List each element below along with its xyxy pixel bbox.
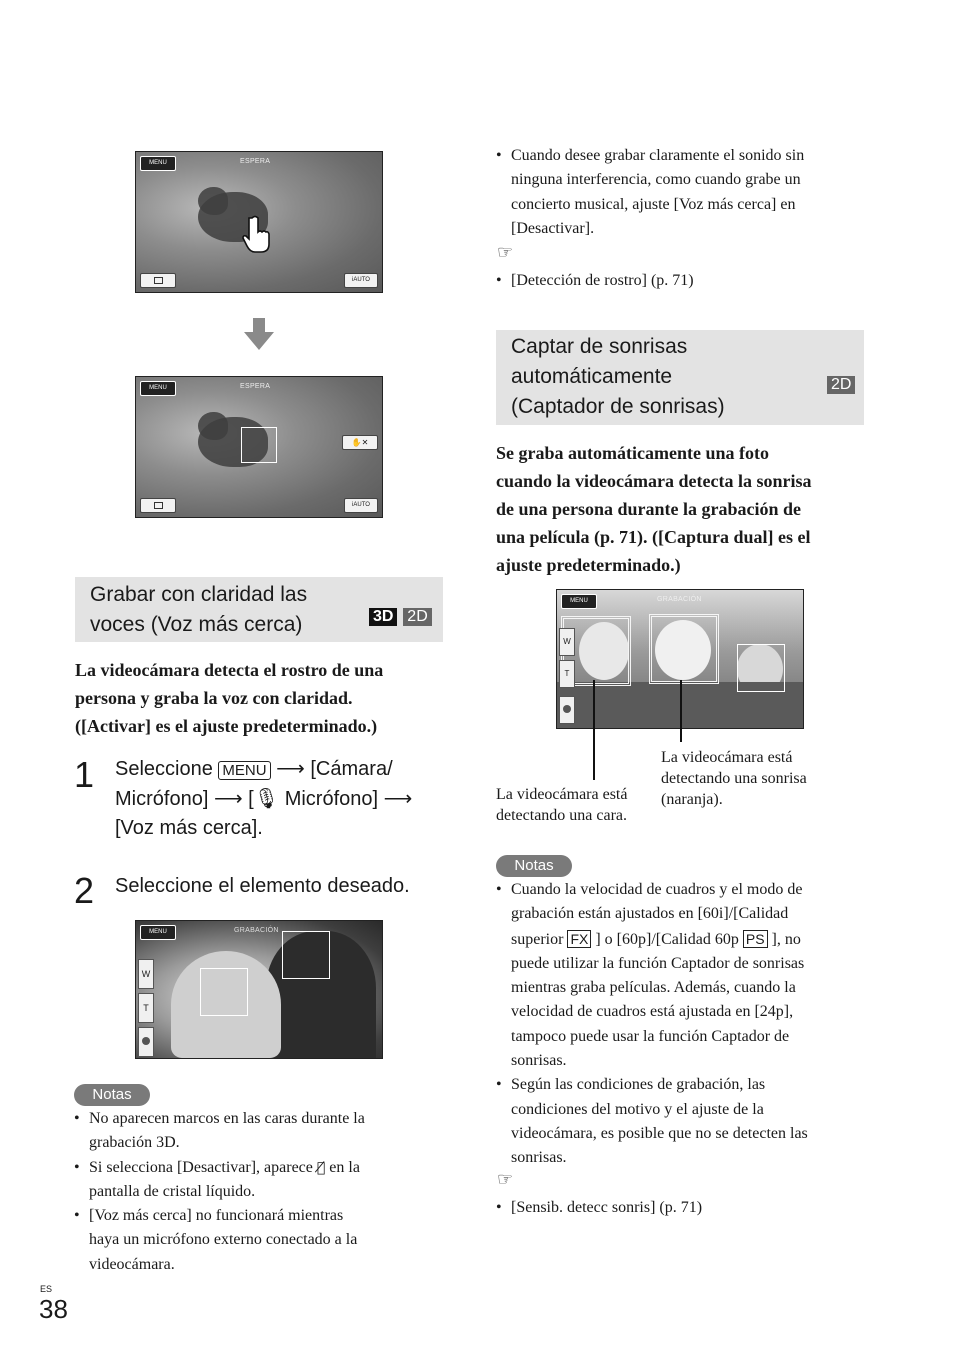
bullet-line: concierto musical, ajuste [Voz más cerca] en xyxy=(511,195,796,213)
page-number: 38 xyxy=(39,1294,68,1324)
notes-list xyxy=(74,1107,454,1277)
note-line: pantalla de cristal líquido. xyxy=(89,1182,256,1200)
list-item xyxy=(496,1073,866,1170)
bullet-line: • Cuando desee grabar claramente el sonido sin xyxy=(511,147,805,164)
top-bullet-list xyxy=(496,144,866,241)
reference-link[interactable]: [Sensib. detecc sonris] (p. 71) xyxy=(511,1199,703,1216)
reference-hand-icon: ☞ xyxy=(497,1169,514,1190)
intro-line: cuando la videocámara detecta la sonrisa xyxy=(496,471,812,491)
playback-button[interactable] xyxy=(140,498,176,513)
list-item[interactable] xyxy=(496,269,866,293)
step-1-number: 1 xyxy=(74,754,95,795)
face-detection-frame xyxy=(241,427,277,463)
badge-3d: 3D xyxy=(369,608,397,626)
list-item xyxy=(74,1156,454,1205)
status-text: GRABACIÓN xyxy=(657,596,702,603)
intro-paragraph xyxy=(496,439,866,579)
section-title xyxy=(90,580,307,640)
face-detection-frame xyxy=(200,968,248,1016)
section-title-line1: Captar de sonrisas xyxy=(511,335,688,358)
list-item xyxy=(496,878,866,1073)
menu-button[interactable]: MENU xyxy=(140,925,176,940)
note-line: ] o [60p]/[Calidad 60p xyxy=(595,930,739,948)
section-title-line2: automáticamente xyxy=(511,365,673,388)
callout-line: detectando una sonrisa xyxy=(661,770,807,787)
record-button[interactable] xyxy=(138,1027,154,1057)
touch-hand-icon xyxy=(240,214,272,254)
cat-head xyxy=(198,412,228,440)
step-text-part: Micrófono] xyxy=(284,788,379,810)
menu-key-icon: MENU xyxy=(218,761,270,780)
intro-line: Se graba automáticamente una foto xyxy=(496,443,769,463)
list-item xyxy=(496,144,866,241)
language-code: ES xyxy=(40,1284,53,1294)
intelligent-auto-button[interactable]: iAUTO xyxy=(344,273,378,288)
smile-detection-frame xyxy=(649,614,719,684)
section-title xyxy=(511,332,725,422)
fx-quality-icon: FX xyxy=(567,930,591,948)
note-line: velocidad de cuadros está ajustada en [24p], xyxy=(511,1003,794,1021)
zoom-wide-button[interactable]: W xyxy=(559,628,575,656)
record-dot-icon xyxy=(563,705,571,713)
cat-head xyxy=(198,187,228,215)
zoom-tele-button[interactable]: T xyxy=(559,660,575,688)
notes-label: Notas xyxy=(496,855,572,877)
section-title-line3: (Captador de sonrisas) xyxy=(511,395,725,418)
status-text: ESPERA xyxy=(240,383,271,390)
badge-2d: 2D xyxy=(403,608,431,626)
zoom-wide-button[interactable]: W xyxy=(138,959,154,989)
camera-screen-before xyxy=(135,151,383,293)
camera-screen-recording xyxy=(135,920,383,1059)
step-text-part: Micrófono] xyxy=(115,788,209,810)
note-line: haya un micrófono externo conectado a la xyxy=(89,1231,358,1249)
note-line: puede utilizar la función Captador de sonrisas xyxy=(511,954,805,972)
reference-list xyxy=(496,269,866,293)
intro-line: ajuste predeterminado.) xyxy=(496,555,681,575)
note-line: condiciones del motivo y el ajuste de la xyxy=(511,1100,764,1118)
arrow-right-icon: ⟶ xyxy=(276,758,305,780)
section-title-line2: voces (Voz más cerca) xyxy=(90,613,303,636)
callout-line: La videocámara está xyxy=(661,749,793,766)
note-line: • [Voz más cerca] no funcionará mientras xyxy=(89,1207,344,1225)
note-line: tampoco puede usar la función Captador de xyxy=(511,1027,790,1045)
intro-line: ([Activar] es el ajuste predeterminado.) xyxy=(75,716,378,736)
note-line: videocámara. xyxy=(89,1255,175,1273)
intro-paragraph xyxy=(75,656,445,740)
step-text-part: [ xyxy=(248,788,254,810)
cancel-touch-button[interactable]: ✋✕ xyxy=(342,435,378,450)
section-header-voice xyxy=(75,577,443,642)
menu-button[interactable]: MENU xyxy=(140,156,176,171)
mode-badges xyxy=(827,368,855,398)
note-line: sonrisas. xyxy=(511,1052,567,1070)
bullet-line: [Desactivar]. xyxy=(511,219,595,237)
note-line: • Cuando la velocidad de cuadros y el modo de xyxy=(511,881,803,898)
callout-face xyxy=(496,784,627,826)
callout-line-face xyxy=(593,680,595,780)
note-line: videocámara, es posible que no se detecten las xyxy=(511,1124,808,1142)
status-text: ESPERA xyxy=(240,158,271,165)
arrow-right-icon: ⟶ xyxy=(213,788,243,810)
section-title-line1: Grabar con claridad las xyxy=(90,583,308,606)
arrow-right-icon: ⟶ xyxy=(383,788,413,810)
reference-list xyxy=(496,1196,866,1220)
callout-smile xyxy=(661,747,807,810)
record-button[interactable] xyxy=(559,696,575,724)
note-line: ], no xyxy=(771,930,801,948)
face-detection-frame xyxy=(737,644,785,692)
face-detection-frame xyxy=(282,931,330,979)
reference-hand-icon: ☞ xyxy=(497,242,514,263)
note-line: en la xyxy=(329,1158,360,1176)
callout-line-smile xyxy=(680,680,682,742)
note-line: superior xyxy=(511,930,564,948)
microphone-icon: 🎙 xyxy=(253,786,280,810)
list-item xyxy=(74,1204,454,1277)
callout-line: (naranja). xyxy=(661,791,723,808)
step-1-text xyxy=(115,755,450,843)
intro-line: de una persona durante la grabación de xyxy=(496,499,802,519)
mode-badges xyxy=(369,600,432,630)
zoom-tele-button[interactable]: T xyxy=(138,993,154,1023)
list-item xyxy=(74,1107,454,1156)
step-2-number: 2 xyxy=(74,870,95,911)
badge-2d: 2D xyxy=(827,376,855,394)
status-text: GRABACIÓN xyxy=(234,927,279,934)
note-line: grabación 3D. xyxy=(89,1134,180,1152)
note-line: mientras graba películas. Además, cuando la xyxy=(511,979,796,997)
record-dot-icon xyxy=(142,1037,150,1045)
voice-off-icon: 🎙̸ xyxy=(316,1159,326,1176)
bullet-line: ninguna interferencia, como cuando grabe un xyxy=(511,171,801,189)
camera-screen-after xyxy=(135,376,383,518)
down-arrow-icon xyxy=(244,318,274,350)
note-line: grabación están ajustados en [60i]/[Calidad xyxy=(511,905,789,923)
callout-line: La videocámara está xyxy=(496,786,628,803)
playback-button[interactable] xyxy=(140,273,176,288)
ps-quality-icon: PS xyxy=(743,930,768,948)
menu-button[interactable]: MENU xyxy=(561,594,597,609)
intro-line: persona y graba la voz con claridad. xyxy=(75,688,353,708)
step-2-text: Seleccione el elemento deseado. xyxy=(115,875,410,897)
step-text-part: [Voz más cerca]. xyxy=(115,817,263,839)
notes-label: Notas xyxy=(74,1084,150,1106)
intelligent-auto-button[interactable]: iAUTO xyxy=(344,498,378,513)
step-text-part: Seleccione xyxy=(115,758,213,780)
note-line: • No aparecen marcos en las caras durante la xyxy=(89,1110,365,1127)
section-header-smile xyxy=(496,330,864,425)
intro-line: La videocámara detecta el rostro de una xyxy=(75,660,384,680)
list-item[interactable] xyxy=(496,1196,866,1220)
note-line: • Según las condiciones de grabación, las xyxy=(511,1076,766,1094)
reference-link[interactable]: [Detección de rostro] (p. 71) xyxy=(511,272,694,289)
step-text-part: [Cámara/ xyxy=(310,758,393,780)
menu-button[interactable]: MENU xyxy=(140,381,176,396)
note-line: Si selecciona [Desactivar], aparece xyxy=(89,1158,313,1176)
note-line: sonrisas. xyxy=(511,1149,567,1167)
intro-line: una película (p. 71). ([Captura dual] es el xyxy=(496,527,811,547)
notes-list xyxy=(496,878,866,1171)
callout-line: detectando una cara. xyxy=(496,807,628,824)
